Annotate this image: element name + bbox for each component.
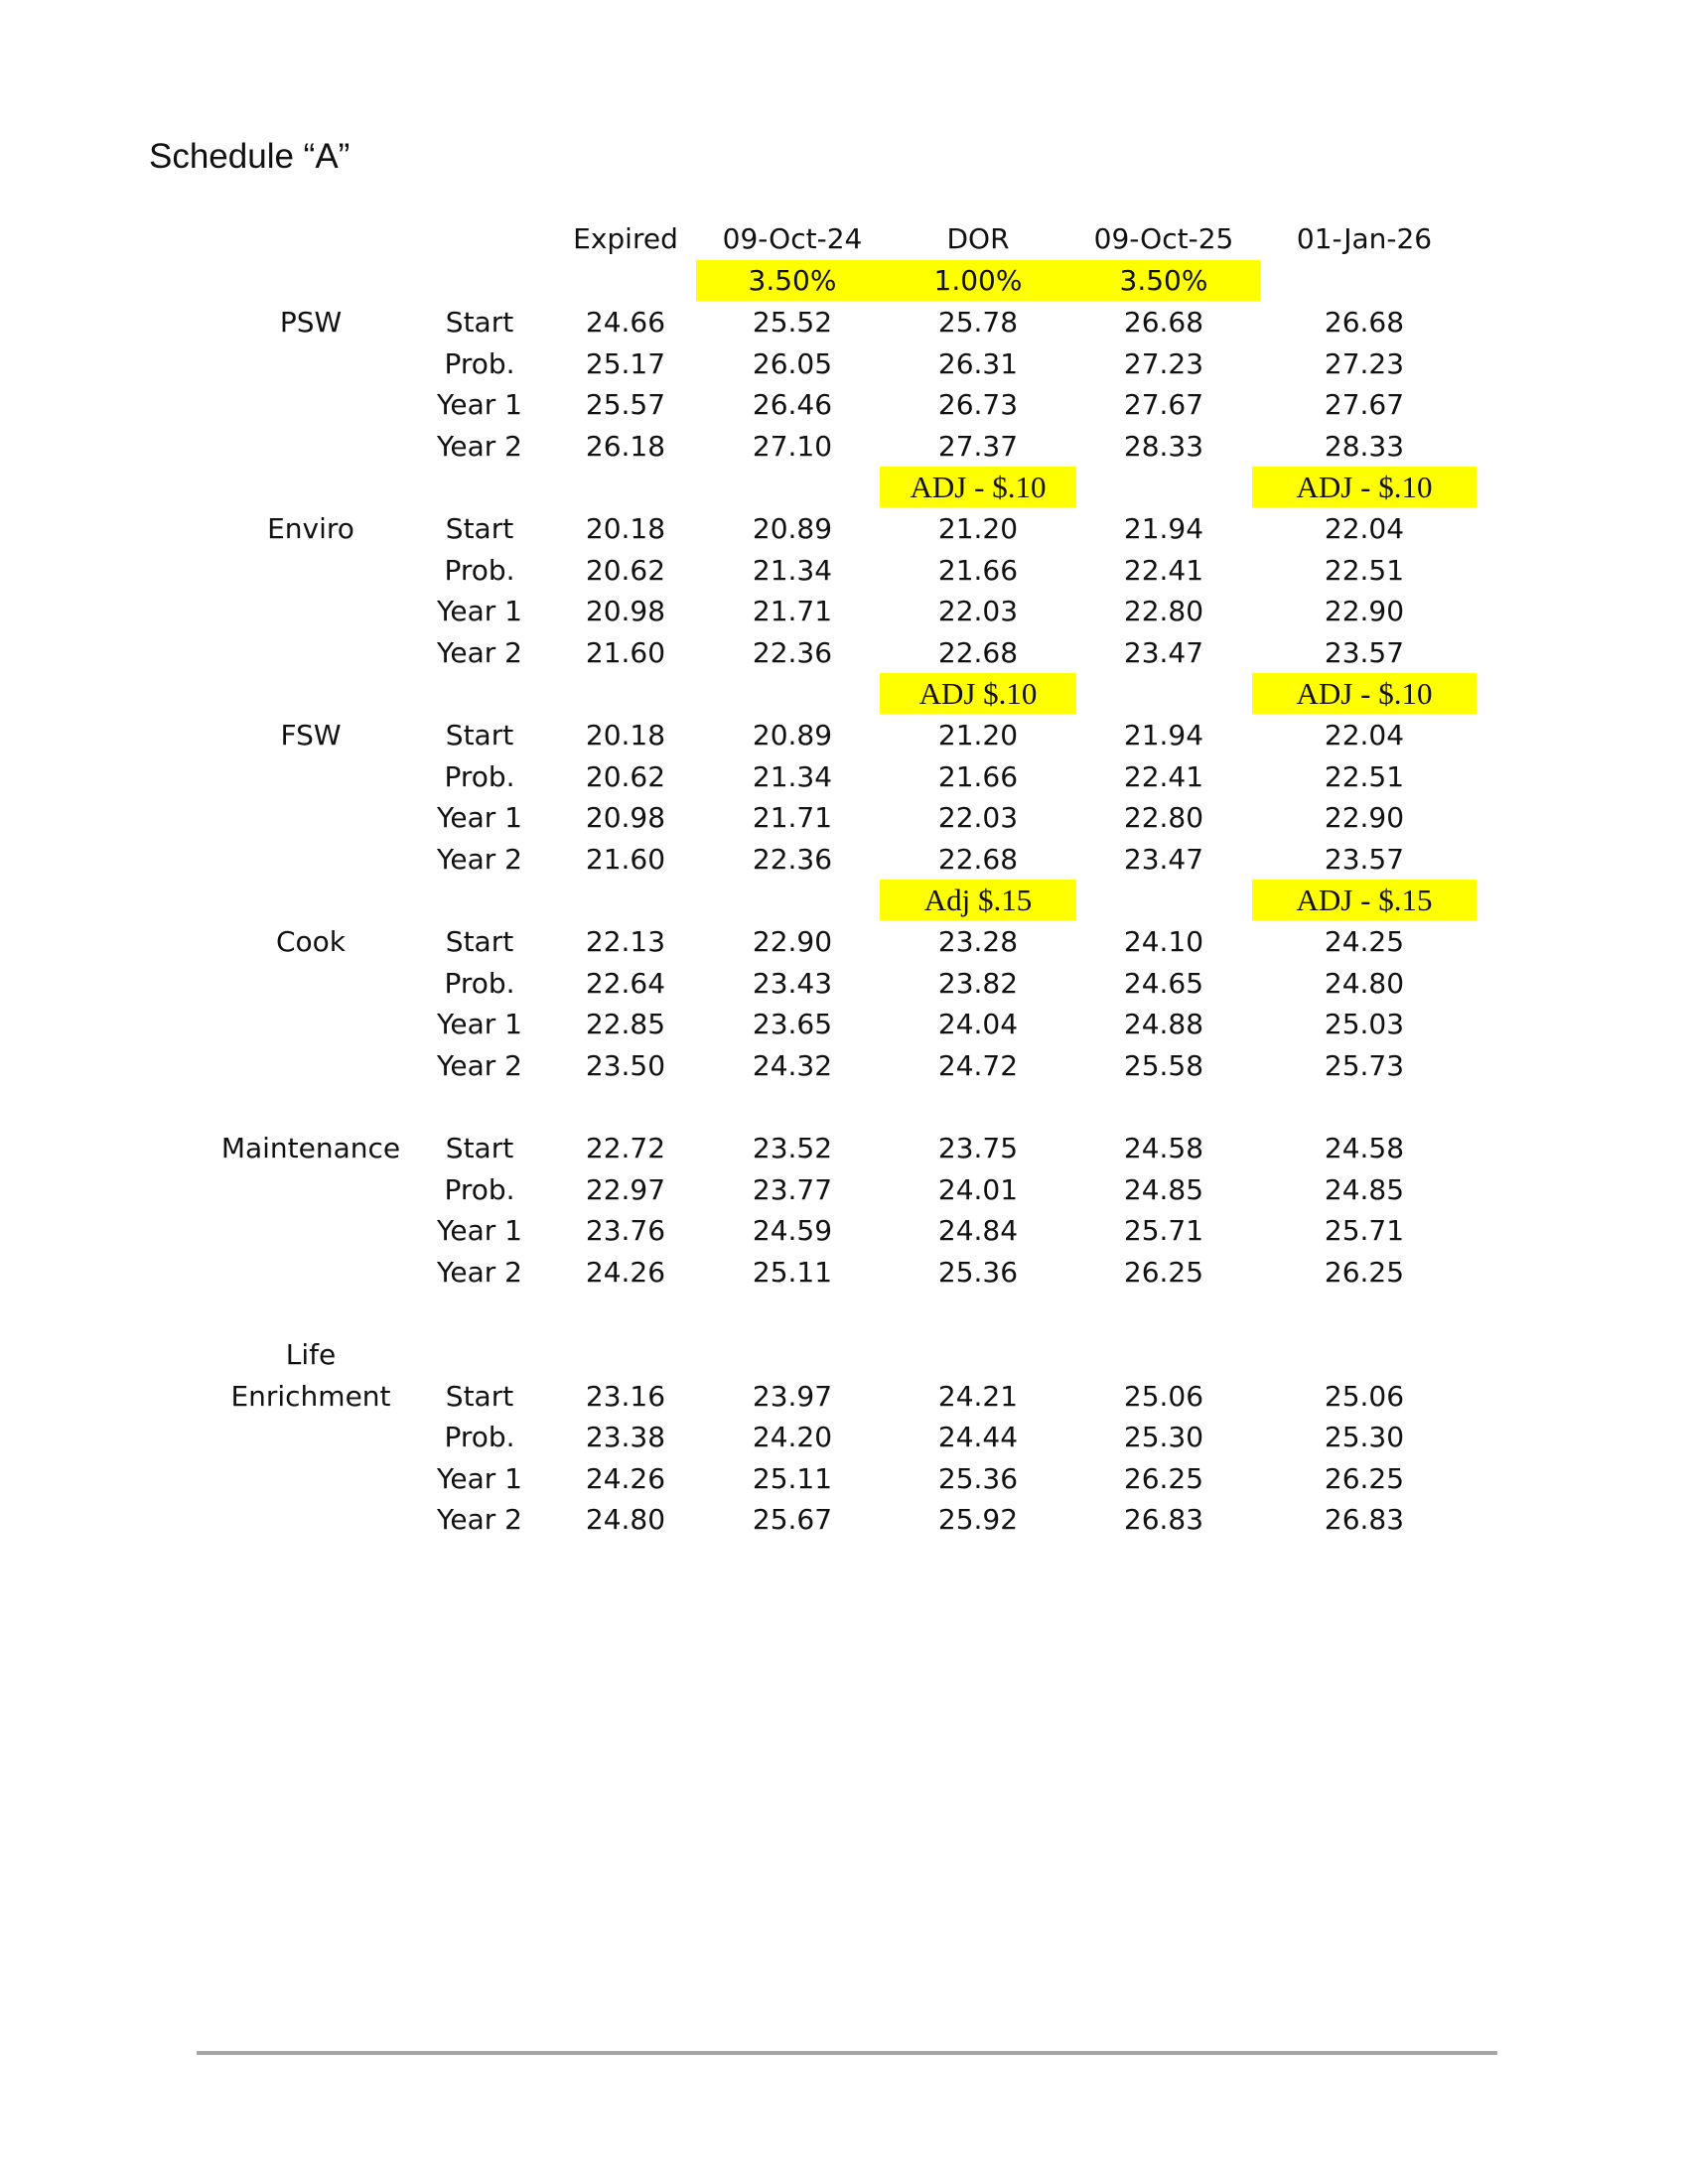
value-cell: 22.80 bbox=[1123, 801, 1204, 835]
adjustment-cell: ADJ - $.10 bbox=[1252, 673, 1477, 714]
page-title: Schedule “A” bbox=[149, 137, 351, 176]
value-cell: 23.77 bbox=[752, 1172, 833, 1206]
row-label: Prob. bbox=[444, 553, 515, 587]
value-cell: 21.20 bbox=[937, 512, 1019, 545]
value-cell: 24.58 bbox=[1123, 1132, 1204, 1164]
value-cell: 21.71 bbox=[752, 595, 833, 628]
value-cell: 24.26 bbox=[585, 1255, 666, 1289]
value-cell: 23.50 bbox=[585, 1048, 666, 1082]
value-cell: 21.60 bbox=[585, 842, 666, 876]
value-cell: 23.38 bbox=[585, 1421, 666, 1454]
value-cell: 24.04 bbox=[937, 1008, 1019, 1041]
value-cell: 25.06 bbox=[1123, 1379, 1204, 1413]
value-cell: 20.18 bbox=[585, 512, 666, 545]
adjustment-cell: Adj $.15 bbox=[880, 880, 1076, 920]
value-cell: 22.13 bbox=[585, 925, 666, 958]
value-cell: 23.76 bbox=[585, 1214, 666, 1248]
row-label: Prob. bbox=[444, 1172, 515, 1206]
group-name: Enrichment bbox=[230, 1379, 391, 1413]
value-cell: 24.80 bbox=[585, 1503, 666, 1537]
value-cell: 22.97 bbox=[585, 1172, 666, 1206]
row-label: Year 1 bbox=[437, 388, 522, 422]
rate-cell: 3.50% bbox=[696, 260, 889, 301]
value-cell: 25.36 bbox=[937, 1255, 1019, 1289]
value-cell: 20.62 bbox=[585, 759, 666, 793]
column-header: DOR bbox=[946, 222, 1010, 255]
value-cell: 20.62 bbox=[585, 553, 666, 587]
value-cell: 25.03 bbox=[1324, 1008, 1405, 1041]
value-cell: 21.94 bbox=[1123, 719, 1204, 751]
value-cell: 25.52 bbox=[752, 306, 833, 339]
value-cell: 24.21 bbox=[937, 1379, 1019, 1413]
value-cell: 23.16 bbox=[585, 1379, 666, 1413]
value-cell: 22.03 bbox=[937, 595, 1019, 628]
row-label: Year 2 bbox=[437, 1503, 522, 1537]
value-cell: 23.52 bbox=[752, 1132, 833, 1164]
value-cell: 21.34 bbox=[752, 759, 833, 793]
value-cell: 22.64 bbox=[585, 966, 666, 1000]
footer-rule bbox=[197, 2051, 1497, 2055]
value-cell: 23.43 bbox=[752, 966, 833, 1000]
value-cell: 25.71 bbox=[1123, 1214, 1204, 1248]
value-cell: 26.68 bbox=[1123, 306, 1204, 339]
value-cell: 25.71 bbox=[1324, 1214, 1405, 1248]
value-cell: 20.98 bbox=[585, 801, 666, 835]
value-cell: 21.66 bbox=[937, 759, 1019, 793]
value-cell: 23.47 bbox=[1123, 635, 1204, 669]
value-cell: 26.83 bbox=[1123, 1503, 1204, 1537]
value-cell: 26.68 bbox=[1324, 306, 1405, 339]
row-label: Prob. bbox=[444, 966, 515, 1000]
value-cell: 27.37 bbox=[937, 429, 1019, 463]
row-label: Prob. bbox=[444, 346, 515, 380]
row-label: Start bbox=[445, 306, 514, 339]
value-cell: 24.84 bbox=[937, 1214, 1019, 1248]
row-label: Prob. bbox=[444, 1421, 515, 1454]
value-cell: 23.65 bbox=[752, 1008, 833, 1041]
adjustment-cell: ADJ - $.10 bbox=[880, 467, 1076, 507]
value-cell: 27.67 bbox=[1324, 388, 1405, 422]
value-cell: 25.73 bbox=[1324, 1048, 1405, 1082]
value-cell: 22.90 bbox=[1324, 801, 1405, 835]
value-cell: 24.10 bbox=[1123, 925, 1204, 958]
value-cell: 22.03 bbox=[937, 801, 1019, 835]
value-cell: 24.58 bbox=[1324, 1132, 1405, 1164]
group-name: Cook bbox=[275, 925, 347, 958]
value-cell: 24.65 bbox=[1123, 966, 1204, 1000]
value-cell: 25.30 bbox=[1123, 1421, 1204, 1454]
value-cell: 21.66 bbox=[937, 553, 1019, 587]
value-cell: 24.72 bbox=[937, 1048, 1019, 1082]
value-cell: 25.11 bbox=[752, 1255, 833, 1289]
value-cell: 26.83 bbox=[1324, 1503, 1405, 1537]
column-header: Expired bbox=[573, 222, 678, 255]
value-cell: 22.36 bbox=[752, 635, 833, 669]
column-header: 01-Jan-26 bbox=[1296, 222, 1433, 255]
value-cell: 21.71 bbox=[752, 801, 833, 835]
value-cell: 22.85 bbox=[585, 1008, 666, 1041]
group-name: Life bbox=[285, 1338, 337, 1371]
value-cell: 23.57 bbox=[1324, 635, 1405, 669]
column-header: 09-Oct-25 bbox=[1093, 222, 1234, 255]
rate-cell: 1.00% bbox=[882, 260, 1074, 301]
value-cell: 22.90 bbox=[1324, 595, 1405, 628]
group-name: Enviro bbox=[267, 512, 354, 545]
row-label: Year 2 bbox=[437, 429, 522, 463]
row-label: Start bbox=[445, 1132, 514, 1164]
adjustment-cell: ADJ - $.15 bbox=[1252, 880, 1477, 920]
rate-cell: 3.50% bbox=[1067, 260, 1260, 301]
value-cell: 26.46 bbox=[752, 388, 833, 422]
row-label: Start bbox=[445, 512, 514, 545]
value-cell: 28.33 bbox=[1324, 429, 1405, 463]
value-cell: 22.72 bbox=[585, 1132, 666, 1164]
value-cell: 27.23 bbox=[1123, 346, 1204, 380]
row-label: Year 1 bbox=[437, 1008, 522, 1041]
value-cell: 24.66 bbox=[585, 306, 666, 339]
row-label: Prob. bbox=[444, 759, 515, 793]
value-cell: 22.80 bbox=[1123, 595, 1204, 628]
value-cell: 21.20 bbox=[937, 719, 1019, 751]
value-cell: 23.97 bbox=[752, 1379, 833, 1413]
value-cell: 25.30 bbox=[1324, 1421, 1405, 1454]
value-cell: 28.33 bbox=[1123, 429, 1204, 463]
row-label: Year 1 bbox=[437, 595, 522, 628]
row-label: Start bbox=[445, 1379, 514, 1413]
value-cell: 22.04 bbox=[1324, 512, 1405, 545]
row-label: Year 2 bbox=[437, 842, 522, 876]
row-label: Start bbox=[445, 925, 514, 958]
group-name: Maintenance bbox=[220, 1132, 401, 1164]
value-cell: 23.47 bbox=[1123, 842, 1204, 876]
value-cell: 23.57 bbox=[1324, 842, 1405, 876]
value-cell: 25.17 bbox=[585, 346, 666, 380]
value-cell: 26.31 bbox=[937, 346, 1019, 380]
value-cell: 25.11 bbox=[752, 1461, 833, 1495]
value-cell: 24.44 bbox=[937, 1421, 1019, 1454]
value-cell: 20.98 bbox=[585, 595, 666, 628]
value-cell: 26.73 bbox=[937, 388, 1019, 422]
value-cell: 25.36 bbox=[937, 1461, 1019, 1495]
row-label: Start bbox=[445, 719, 514, 751]
value-cell: 22.04 bbox=[1324, 719, 1405, 751]
value-cell: 24.85 bbox=[1324, 1172, 1405, 1206]
value-cell: 22.36 bbox=[752, 842, 833, 876]
value-cell: 26.18 bbox=[585, 429, 666, 463]
value-cell: 24.59 bbox=[752, 1214, 833, 1248]
row-label: Year 1 bbox=[437, 1214, 522, 1248]
value-cell: 25.58 bbox=[1123, 1048, 1204, 1082]
value-cell: 26.25 bbox=[1324, 1255, 1405, 1289]
adjustment-cell: ADJ $.10 bbox=[880, 673, 1076, 714]
row-label: Year 1 bbox=[437, 1461, 522, 1495]
value-cell: 20.89 bbox=[752, 719, 833, 751]
value-cell: 24.80 bbox=[1324, 966, 1405, 1000]
value-cell: 22.68 bbox=[937, 635, 1019, 669]
value-cell: 24.20 bbox=[752, 1421, 833, 1454]
row-label: Year 2 bbox=[437, 635, 522, 669]
value-cell: 24.88 bbox=[1123, 1008, 1204, 1041]
value-cell: 23.28 bbox=[937, 925, 1019, 958]
value-cell: 22.41 bbox=[1123, 553, 1204, 587]
value-cell: 26.05 bbox=[752, 346, 833, 380]
value-cell: 21.34 bbox=[752, 553, 833, 587]
column-header: 09-Oct-24 bbox=[722, 222, 863, 255]
adjustment-cell: ADJ - $.10 bbox=[1252, 467, 1477, 507]
value-cell: 21.94 bbox=[1123, 512, 1204, 545]
row-label: Year 2 bbox=[437, 1255, 522, 1289]
value-cell: 22.51 bbox=[1324, 759, 1405, 793]
value-cell: 26.25 bbox=[1324, 1461, 1405, 1495]
value-cell: 24.01 bbox=[937, 1172, 1019, 1206]
value-cell: 27.67 bbox=[1123, 388, 1204, 422]
value-cell: 24.32 bbox=[752, 1048, 833, 1082]
value-cell: 21.60 bbox=[585, 635, 666, 669]
value-cell: 24.85 bbox=[1123, 1172, 1204, 1206]
value-cell: 25.57 bbox=[585, 388, 666, 422]
value-cell: 23.75 bbox=[937, 1132, 1019, 1164]
group-name: FSW bbox=[280, 719, 342, 751]
value-cell: 25.67 bbox=[752, 1503, 833, 1537]
value-cell: 27.10 bbox=[752, 429, 833, 463]
value-cell: 26.25 bbox=[1123, 1461, 1204, 1495]
value-cell: 24.26 bbox=[585, 1461, 666, 1495]
value-cell: 25.92 bbox=[937, 1503, 1019, 1537]
group-name: PSW bbox=[279, 306, 343, 339]
row-label: Year 2 bbox=[437, 1048, 522, 1082]
value-cell: 23.82 bbox=[937, 966, 1019, 1000]
value-cell: 24.25 bbox=[1324, 925, 1405, 958]
value-cell: 22.41 bbox=[1123, 759, 1204, 793]
value-cell: 25.06 bbox=[1324, 1379, 1405, 1413]
value-cell: 25.78 bbox=[937, 306, 1019, 339]
row-label: Year 1 bbox=[437, 801, 522, 835]
value-cell: 22.90 bbox=[752, 925, 833, 958]
value-cell: 26.25 bbox=[1123, 1255, 1204, 1289]
value-cell: 27.23 bbox=[1324, 346, 1405, 380]
value-cell: 20.89 bbox=[752, 512, 833, 545]
value-cell: 22.51 bbox=[1324, 553, 1405, 587]
value-cell: 22.68 bbox=[937, 842, 1019, 876]
value-cell: 20.18 bbox=[585, 719, 666, 751]
